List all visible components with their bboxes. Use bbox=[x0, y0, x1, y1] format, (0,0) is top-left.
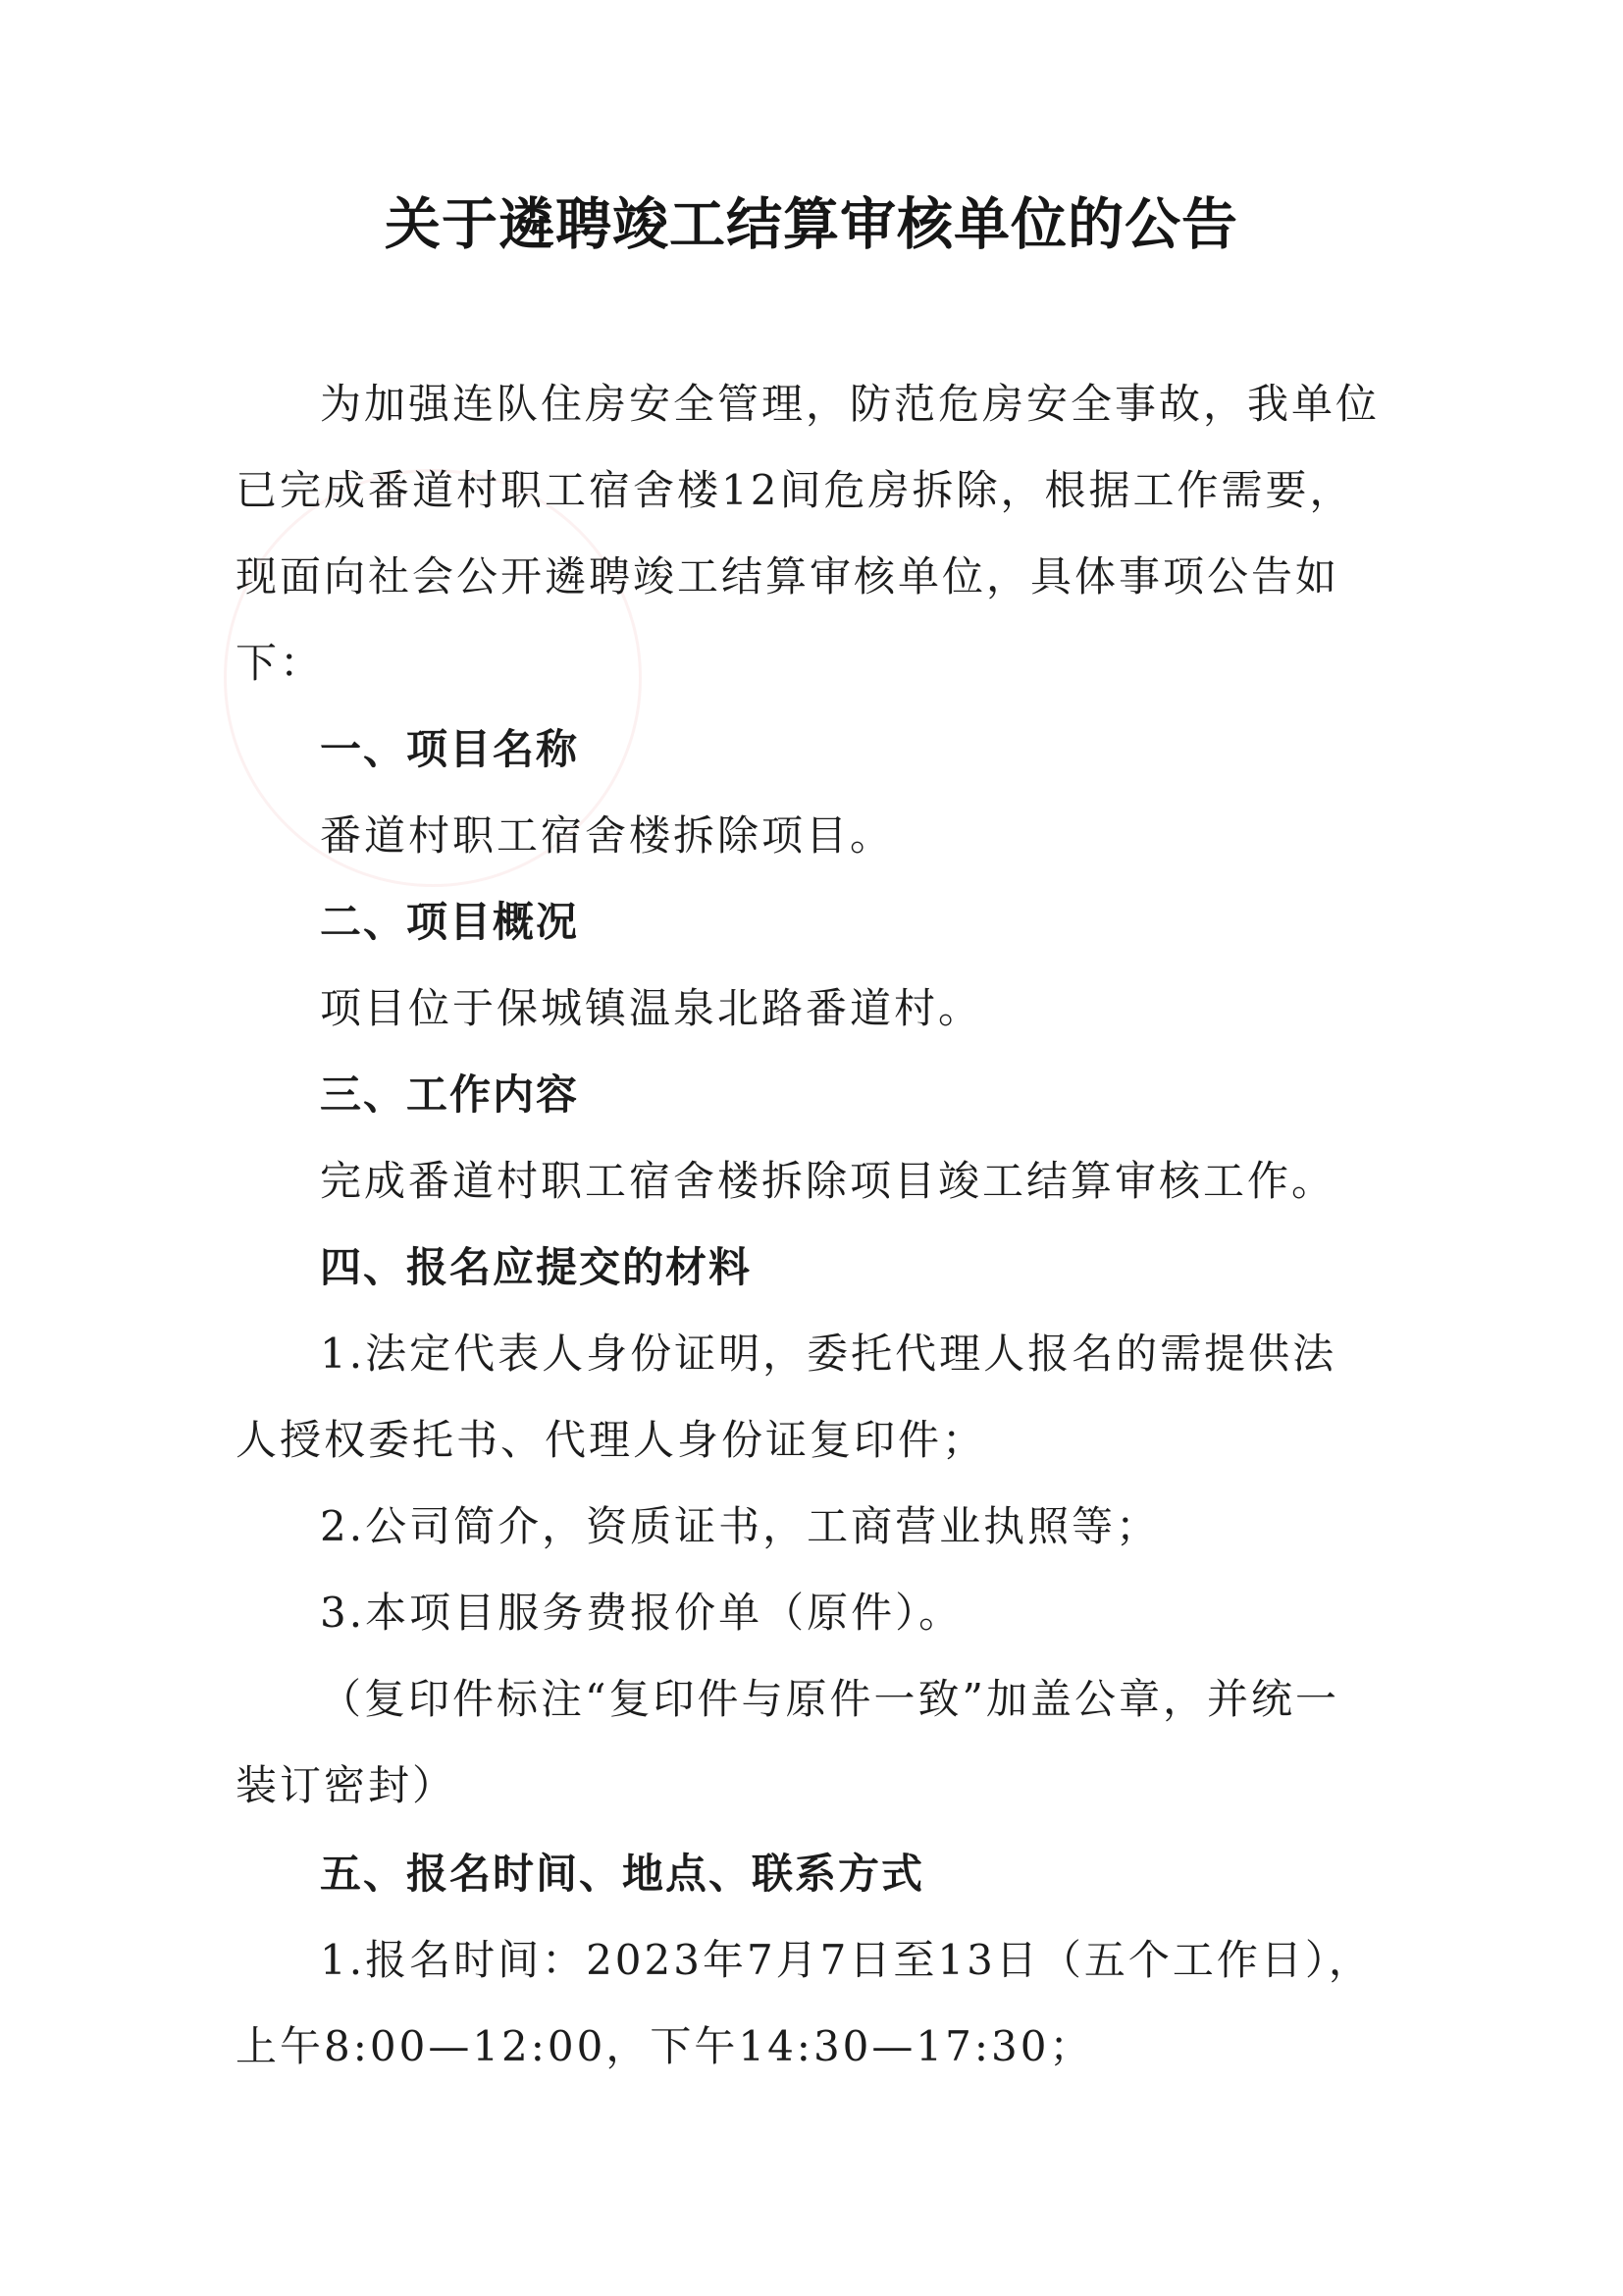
materials-item-3: 3.本项目服务费报价单（原件）。 bbox=[320, 1589, 964, 1637]
project-overview-paragraph: 项目位于保城镇温泉北路番道村。 bbox=[320, 984, 983, 1032]
materials-note: （复印件标注“复印件与原件一致”加盖公章，并统一装订密封） bbox=[236, 1675, 1339, 1809]
section-heading-project-name: 一、项目名称 bbox=[320, 725, 580, 773]
materials-item-2: 2.公司简介，资质证书，工商营业执照等； bbox=[320, 1502, 1161, 1550]
section-heading-work-content: 三、工作内容 bbox=[320, 1070, 580, 1119]
section-heading-project-overview: 二、项目概况 bbox=[320, 898, 580, 946]
project-name-paragraph: 番道村职工宿舍楼拆除项目。 bbox=[320, 811, 895, 860]
materials-item-1: 1.法定代表人身份证明，委托代理人报名的需提供法人授权委托书、代理人身份证复印件； bbox=[236, 1330, 1337, 1464]
intro-paragraph: 为加强连队住房安全管理，防范危房安全事故，我单位已完成番道村职工宿舍楼12间危房拆除，根据工作需要，现面向社会公开遴聘竣工结算审核单位，具体事项公告如下： bbox=[236, 380, 1381, 687]
section-heading-required-materials: 四、报名应提交的材料 bbox=[320, 1243, 753, 1291]
section-heading-registration-details: 五、报名时间、地点、联系方式 bbox=[320, 1850, 925, 1898]
work-content-paragraph: 完成番道村职工宿舍楼拆除项目竣工结算审核工作。 bbox=[320, 1157, 1336, 1205]
document-body bbox=[236, 361, 1380, 2090]
document-title: 关于遴聘竣工结算审核单位的公告 bbox=[385, 192, 1238, 257]
registration-time-paragraph: 1.报名时间：2023年7月7日至13日（五个工作日），上午8:00—12:00，下午14:30—17:30； bbox=[236, 1936, 1373, 2070]
